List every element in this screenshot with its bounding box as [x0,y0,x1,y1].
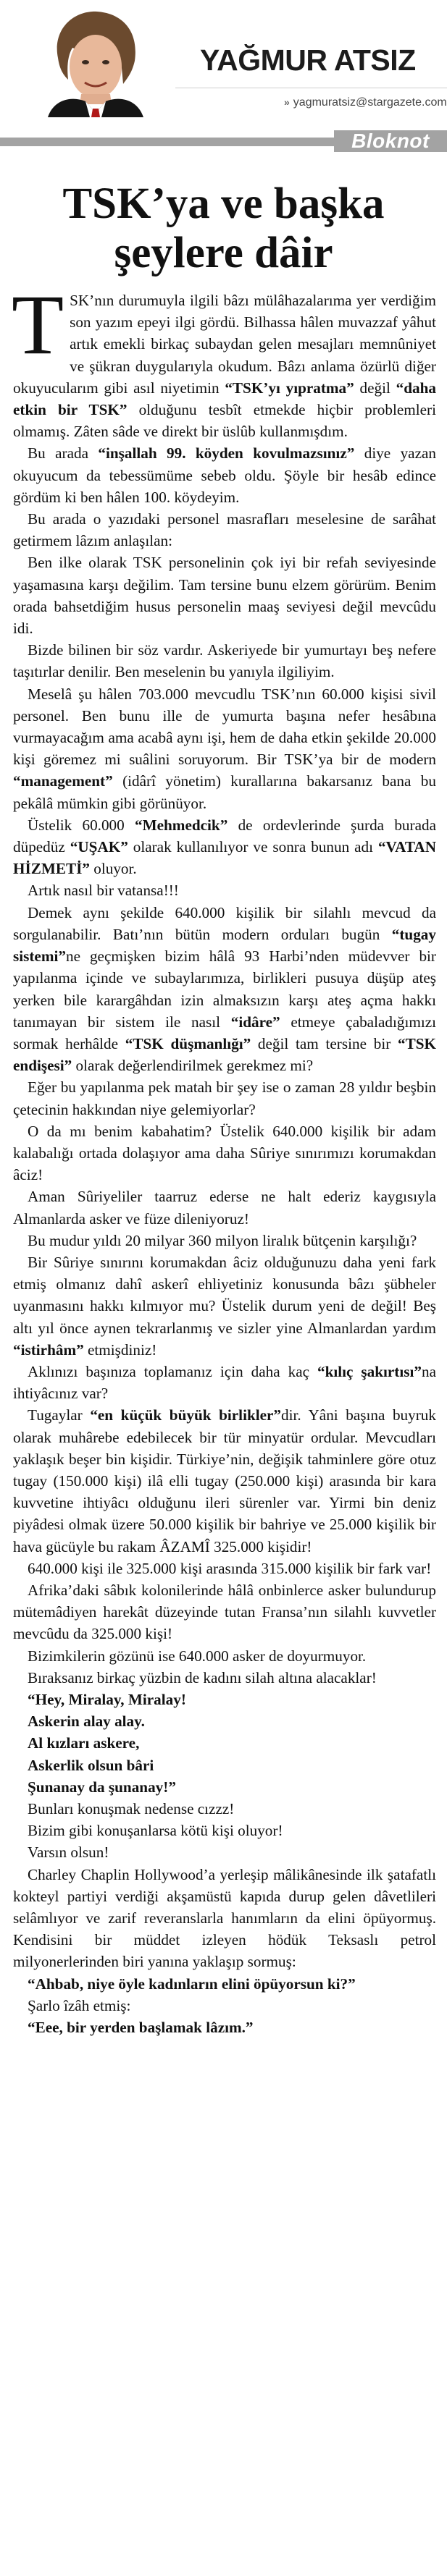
column-header [0,0,447,152]
poem-line: “Hey, Miralay, Miralay! [28,1691,186,1708]
paragraph: Bizde bilinen bir söz vardır. Askeriyede bir yumurtayı beş nefere taşıtırlar denilir. Ben meselenin bu yanıyla ilgiliyim. [13,641,436,681]
paragraph: Bu arada o yazıdaki personel masrafları meselesine de sarâhat getirmem lâzım anlaşılan: [13,510,436,550]
paragraph: Ben ilke olarak TSK personelinin çok iyi bir refah seviyesinde yaşamasına karşı değilim. Tam tersine bunu elzem görürüm. Benim orada bahsetdiğim husus personelin maaş seviyesi değil mevcûdu idi. [13,554,436,638]
paragraph: Eğer bu yapılanma pek matah bir şey ise o zaman 28 yıldır beşbin çetecinin hakkından niye gelemiyorlar? [13,1078,436,1118]
drop-cap: T [12,277,64,372]
paragraph: Aklınızı başınıza toplamanız için daha kaç “kılıç şakırtısı”na ihtiyâcınız var? [13,1362,436,1403]
section-label: Bloknot [334,130,447,152]
paragraph: O da mı benim kabahatim? Üstelik 640.000 kişilik bir adam kalabalığı ortada dolaşıyor ama daha Sûriye sınırımızı korumakdan âciz! [13,1122,436,1184]
paragraph: Bu arada “inşallah 99. köyden kovulmazsınız” diye yazan okuyucum da tebessümüme sebeb oldu. Şöyle bir hesâb edince gördüm ki ben hâlen 100. köydeyim. [13,444,436,506]
paragraph: Tugaylar “en küçük büyük birlikler”dir. Yâni başına buyruk olarak muhârebe edebilecek bir tür minyatür ordular. Mevcudları yaklaşık beşer bin kişidir. Türkiye’nin, değişik tahminlere göre otuz tugay (150.000 kişi) ilâ elli tugay (250.000 kişi) arasında bir kara kuvvetine ihtiyâcı olduğunu ileri sürenler var. Yirmi bin deniz piyâdesi olmak üzere 50.000 kişilik bir bahriye ve 25.000 kişilik bir hava gücüyle bu rakam ÂZAMÎ 325.000 kişidir! [13,1406,436,1555]
author-email[interactable] [284,96,447,109]
paragraph: Artık nasıl bir vatansa!!! [28,882,179,900]
author-photo [45,7,146,117]
double-chevron-icon: » [284,96,290,108]
paragraph: TSK’nın durumuyla ilgili bâzı mülâhazalarıma yer verdiğim son yazım epeyi ilgi gördü. Bilhassa hâlen muvazzaf yâhut artık emekli birkaç subaydan gelen mesajları memnûniyet ve şükran duygularıyla okudum. Bâzı anlama özürlü diğer okuyucularım gibi asıl niyetimin “TSK’yı yıpratma” değil “daha etkin bir TSK” olduğunu tesbît etmekde hiçbir problemleri olmamış. Zâten sâde ve direkt bir üslûb kullanmışdım. [12,277,436,441]
paragraph: Üstelik 60.000 “Mehmedcik” de ordevlerinde şurda burada düpedüz “UŞAK” olarak kullanılıyor ve sonra bunun adı “VATAN HİZMETİ” oluyor. [13,816,437,878]
title-line-1: TSK’ya ve başka [62,180,385,228]
quote: “Ahbab, niye öyle kadınların elini öpüyorsun ki?” [28,1975,356,1993]
paragraph: Bizim gibi konuşanlarsa kötü kişi oluyor! [28,1822,283,1840]
poem-line: Şunanay da şunanay!” [28,1778,176,1796]
paragraph: Demek aynı şekilde 640.000 kişilik bir silahlı mevcud da sorgulanabilir. Batı’nın bütün modern orduları bugün “tugay sistemi”ne geçmişken bizim hâlâ 93 Harbi’nden müdevver bir yapılanma içinde ve subaylarımıza, birlikleri pusuya düşüp ateş yerken bile karargâhdan izin almaksızın karşı ateş açma hakkı tanımayan bir sistem ile nasıl “idâre” etmeye çabaladığımızı sormak herhâlde “TSK düşmanlığı” değil tam tersine bir “TSK endişesi” olarak değerlendirilmek gerekmez mi? [13,903,436,1075]
paragraph: Bıraksanız birkaç yüzbin de kadını silah altına alacaklar! [28,1668,377,1686]
paragraph: Meselâ şu hâlen 703.000 mevcudlu TSK’nın 60.000 kişisi sivil personel. Ben bunu ille de yumurta başına nefer hesâbına vurmayacağım ama acabâ aynı işi, hem de daha etkin şekilde 20.000 kişi göremez mi suâlini soruyorum. Bir TSK’ya bir de modern “management” (idârî yönetim) kurallarına bakarsanız bana bu pekâlâ mümkin gibi görünüyor. [13,685,436,812]
poem-line: Askerin alay alay. [28,1713,145,1731]
paragraph: Bizimkilerin gözünü ise 640.000 asker de doyurmuyor. [28,1647,367,1665]
quote: “Eee, bir yerden başlamak lâzım.” [28,2019,254,2037]
paragraph: Aman Sûriyeliler taarruz ederse ne halt ederiz kaygısıyla Almanlarda asker ve füze dileniyoruz! [13,1188,436,1228]
paragraph: Bu mudur yıldı 20 milyar 360 milyon liralık bütçenin karşılığı? [28,1231,417,1249]
paragraph: Charley Chaplin Hollywood’a yerleşip mâlikânesinde ilk şatafatlı kokteyl partiyi verdiği akşamüstü kapıda durup gelen dâvetlileri selâmlıyor ve zarif reveranslarla hanımların da elini öpüyormuş. Kendisini bir müddet izleyen hödük Teksaslı petrol milyonerlerinden biri yanına yaklaşıp sormuş: [13,1865,436,1971]
article-body [12,277,437,2038]
title-line-2: şeylere dâir [114,229,333,277]
paragraph: Bunları konuşmak nedense cızzz! [28,1800,235,1818]
poem-line: Al kızları askere, [28,1734,140,1752]
paragraph: 640.000 kişi ile 325.000 kişi arasında 315.000 kişilik bir fark var! [28,1559,432,1577]
paragraph: Afrika’daki sâbık kolonilerinde hâlâ onbinlerce asker bulundurup mütemâdiyen harekât düzeyinde tutan Fransa’nın silahlı kuvvetler mevcûdu da 325.000 kişi! [13,1581,436,1643]
poem-line: Askerlik olsun bâri [28,1756,154,1774]
author-name: YAĞMUR ATSIZ [200,43,416,77]
paragraph: Bir Sûriye sınırını korumakdan âciz olduğunuzu daha yeni fark etmiş olmanız dahî askerî ehliyetiniz konusunda bâzı şübheler uyanmasını hakkı kılmıyor mu? Üstelik durum yeni de değil! Beş altı yıl önce aynen tekrarlanmış ve sizler yine Almanlardan yardım “istirhâm” etmişdiniz! [13,1253,436,1359]
email-text: yagmuratsiz@stargazete.com [293,96,447,109]
paragraph: Varsın olsun! [28,1844,109,1862]
article-title [0,180,447,278]
paragraph: Şarlo îzâh etmiş: [28,1996,131,2014]
